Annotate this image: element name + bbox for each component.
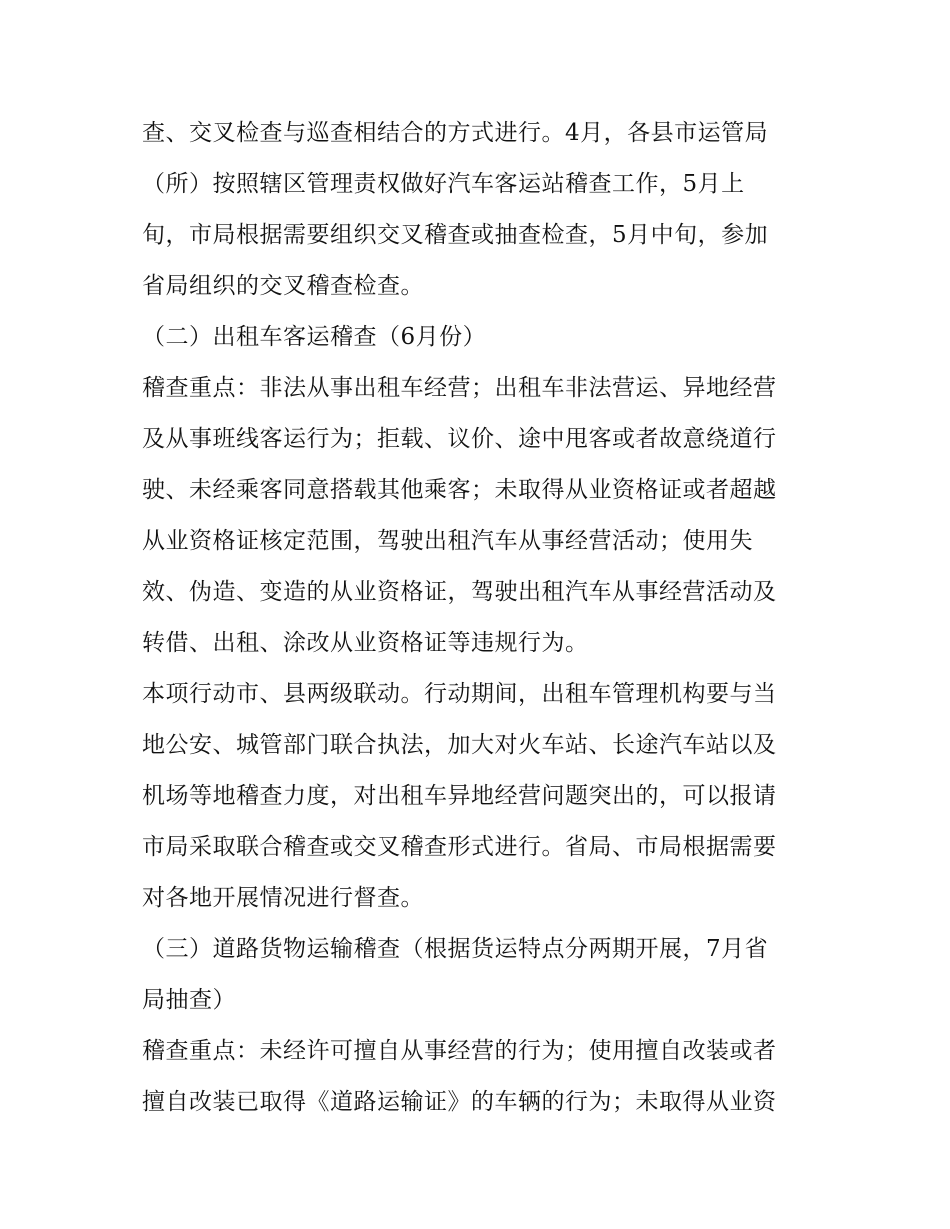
text-line: 旬，市局根据需要组织交叉稽查或抽查检查，5月中旬，参加 (142, 222, 769, 248)
text-line: 查、交叉检查与巡查相结合的方式进行。4月，各县市运管局 (142, 120, 769, 146)
text-line: 地公安、城管部门联合执法，加大对火车站、长途汽车站以及 (142, 732, 777, 758)
text-line: 稽查重点：非法从事出租车经营；出租车非法营运、异地经营 (142, 375, 777, 401)
text-line: 本项行动市、县两级联动。行动期间，出租车管理机构要与当 (142, 681, 777, 707)
text-line: 及从事班线客运行为；拒载、议价、途中甩客或者故意绕道行 (142, 426, 777, 452)
text-line: 稽查重点：未经许可擅自从事经营的行为；使用擅自改装或者 (142, 1038, 777, 1064)
text-line: 转借、出租、涂改从业资格证等违规行为。 (142, 630, 589, 656)
text-line: 对各地开展情况进行督查。 (142, 885, 424, 911)
text-line: 市局采取联合稽查或交叉稽查形式进行。省局、市局根据需要 (142, 834, 777, 860)
text-line: 效、伪造、变造的从业资格证，驾驶出租汽车从事经营活动及 (142, 579, 777, 605)
text-line: 擅自改装已取得《道路运输证》的车辆的行为；未取得从业资 (142, 1089, 777, 1115)
text-line: 从业资格证核定范围，驾驶出租汽车从事经营活动；使用失 (142, 528, 753, 554)
section-heading-taxi: （二）出租车客运稽查（6月份） (142, 324, 487, 350)
body-text (142, 108, 822, 1128)
text-line: 局抽查） (142, 987, 236, 1013)
text-line: 省局组织的交叉稽查检查。 (142, 273, 424, 299)
text-line: （所）按照辖区管理责权做好汽车客运站稽查工作，5月上 (142, 171, 745, 197)
text-line: 机场等地稽查力度，对出租车异地经营问题突出的，可以报请 (142, 783, 777, 809)
text-line: 驶、未经乘客同意搭载其他乘客；未取得从业资格证或者超越 (142, 477, 777, 503)
section-heading-freight: （三）道路货物运输稽查（根据货运特点分两期开展，7月省 (142, 936, 769, 962)
